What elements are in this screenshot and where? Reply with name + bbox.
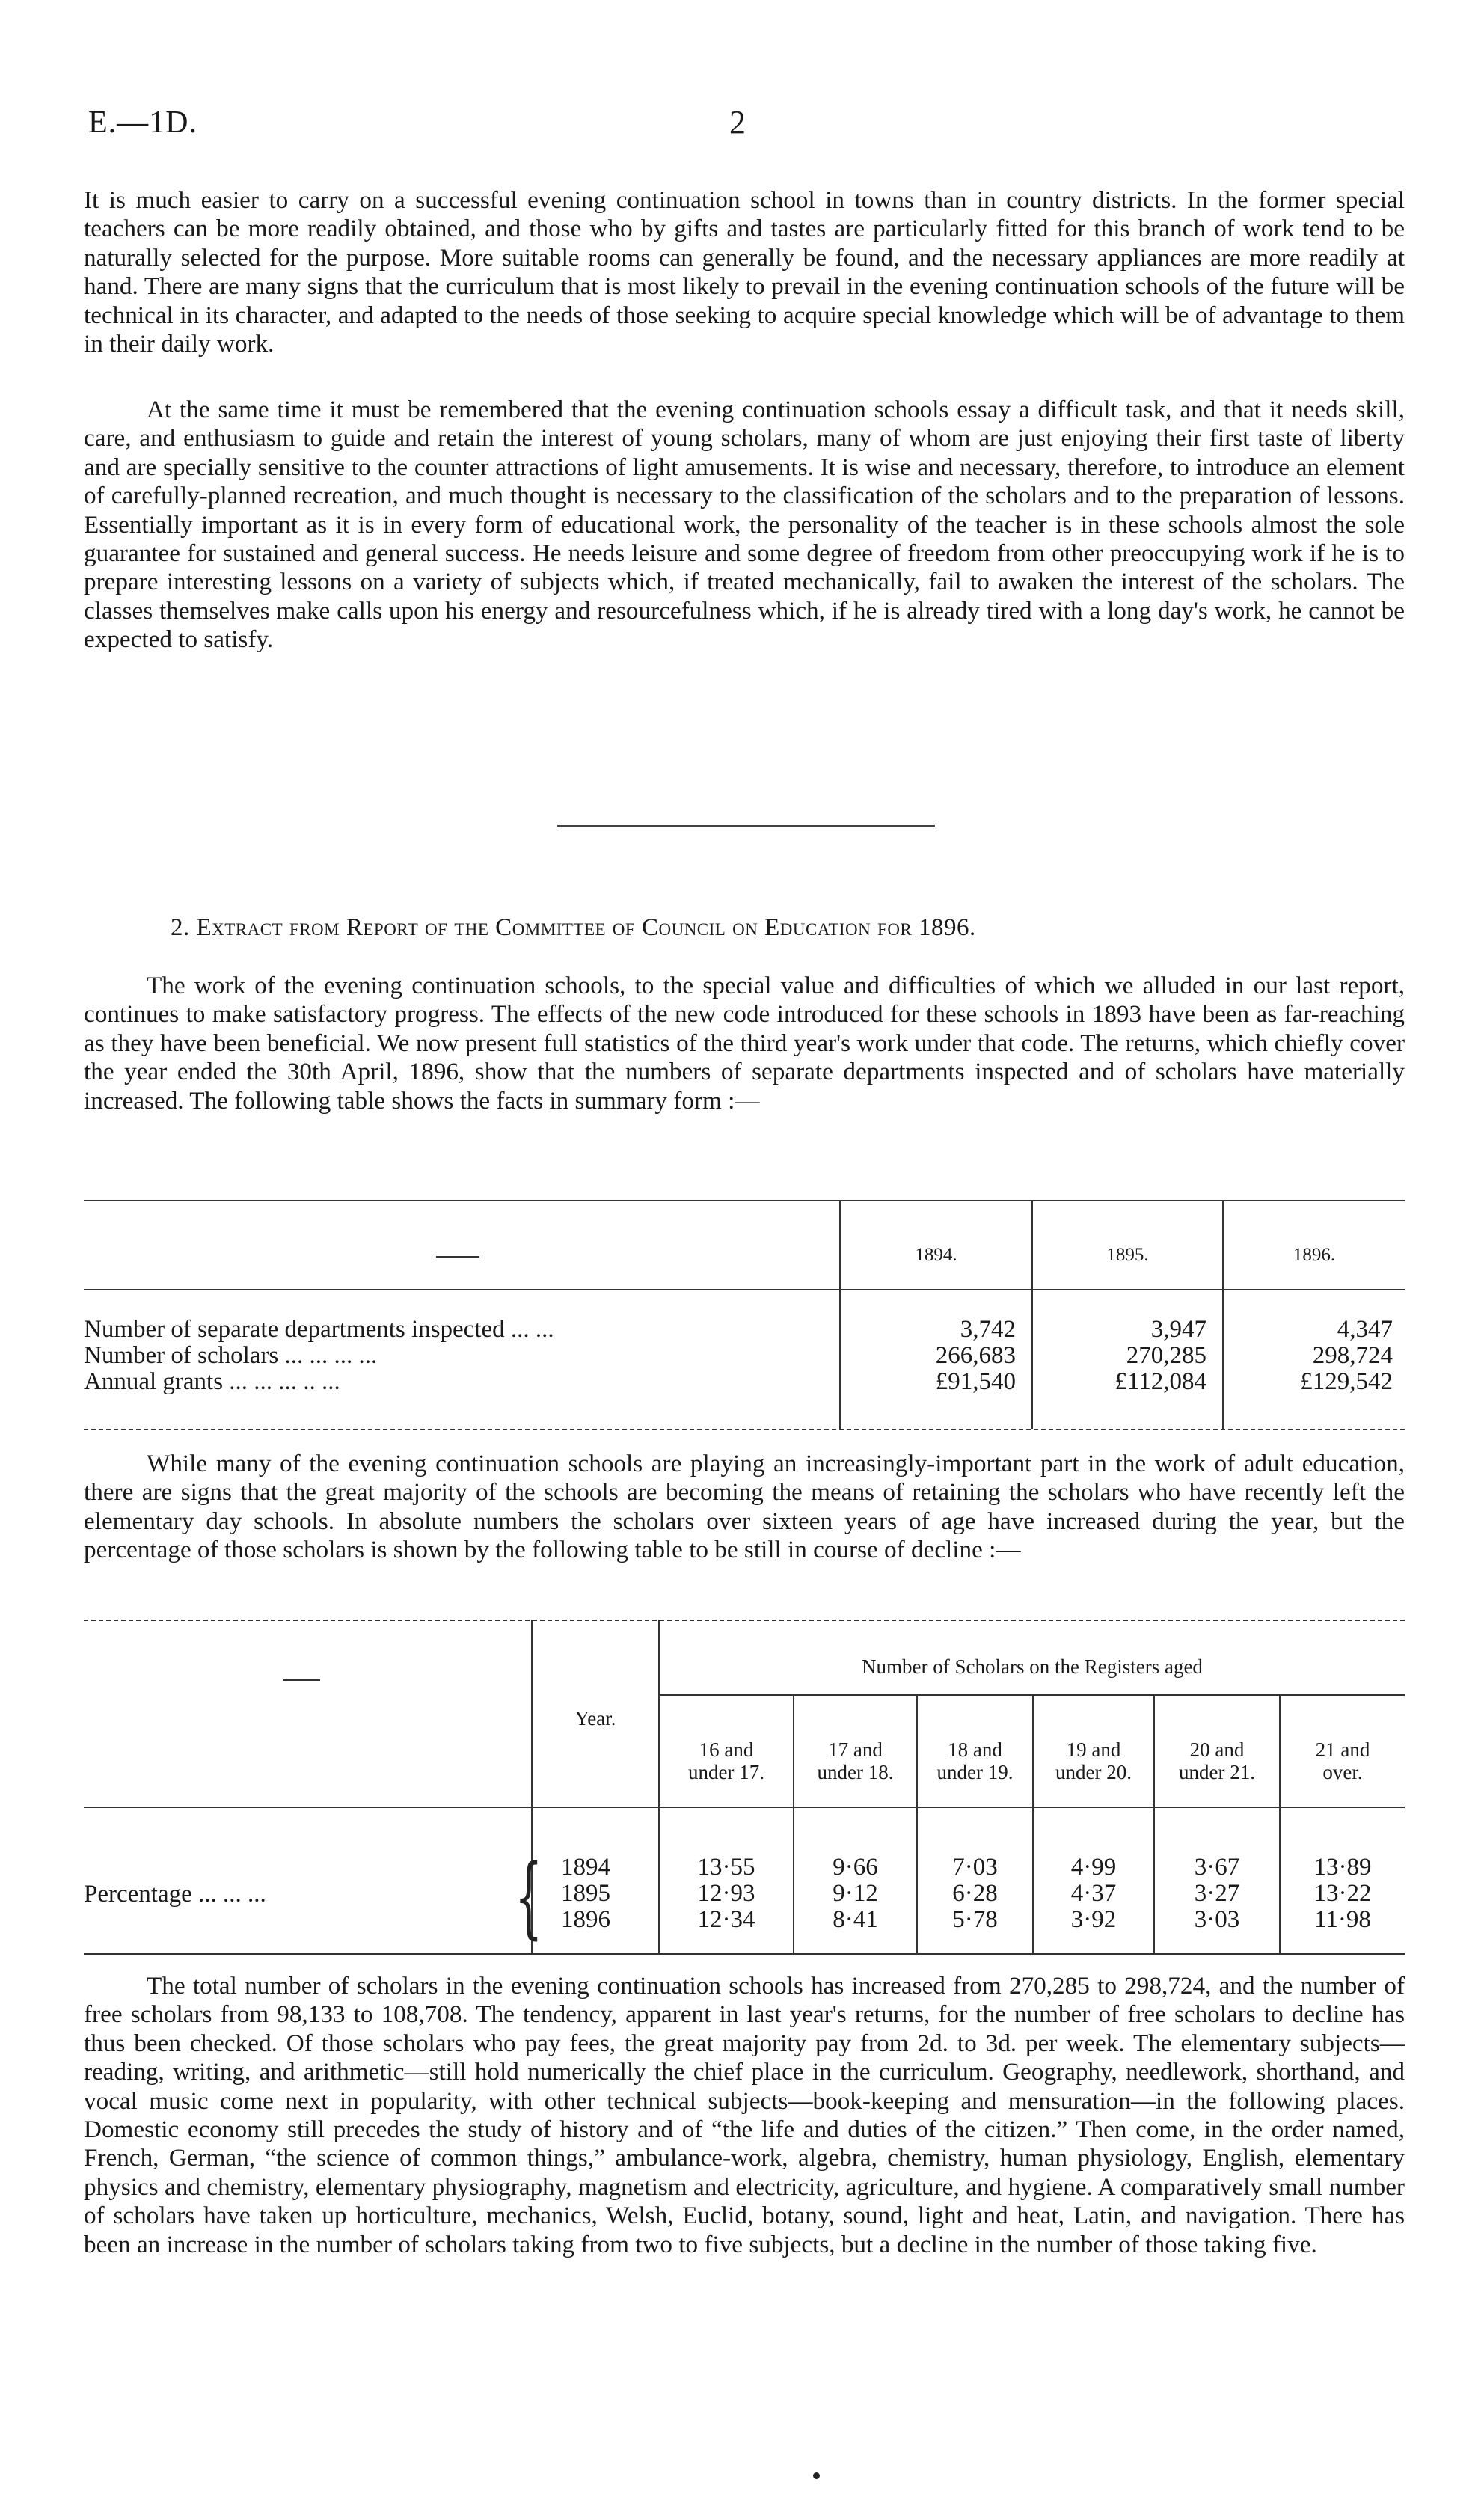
table2-year: 1895 bbox=[561, 1880, 610, 1907]
table2-cell: 5·78 bbox=[952, 1906, 998, 1933]
table1-header-rule bbox=[84, 1289, 1405, 1290]
table1-year-header: 1896. bbox=[1293, 1245, 1336, 1265]
table1-row-label: Number of separate departments inspected ... ... bbox=[84, 1316, 554, 1343]
table2-col-header: 21 and over. bbox=[1315, 1739, 1370, 1783]
table2-cell: 3·92 bbox=[1070, 1906, 1117, 1933]
page-number: 2 bbox=[729, 104, 746, 141]
table2-cell: 12·93 bbox=[697, 1880, 755, 1907]
table1-year-header: 1895. bbox=[1106, 1245, 1149, 1265]
table2-col-header: 20 and under 21. bbox=[1179, 1739, 1255, 1783]
table1-cell: 266,683 bbox=[935, 1342, 1016, 1369]
table1-cell: 3,742 bbox=[960, 1316, 1016, 1343]
table1-col-divider bbox=[839, 1200, 841, 1429]
table2-blank-header-dash bbox=[283, 1679, 320, 1681]
section-paragraph-1: The work of the evening continuation schools, to the special value and difficulties of which we alluded in our last report, continues to make satisfactory progress. The effects of the new code introduced for these schools in 1893 have been as far-reaching as they have been beneficial. We now present full statistics of the third year's work under that code. The returns, which chiefly cover the year ended the 30th April, 1896, show that the numbers of separate departments inspected and of scholars have materially increased. The following table shows the facts in summary form :— bbox=[84, 972, 1405, 1115]
table1-row-label: Number of scholars ... ... ... ... bbox=[84, 1342, 378, 1369]
page-mark-icon bbox=[813, 2472, 820, 2479]
table2-cell: 3·27 bbox=[1194, 1880, 1240, 1907]
table2-cell: 9·12 bbox=[833, 1880, 878, 1907]
table2-cell: 4·99 bbox=[1070, 1854, 1117, 1881]
table2-cell: 13·55 bbox=[697, 1854, 755, 1881]
brace-icon: { bbox=[515, 1845, 543, 1948]
table2-cell: 4·37 bbox=[1070, 1880, 1117, 1907]
table2-cell: 8·41 bbox=[833, 1906, 878, 1933]
table2-cell: 13·22 bbox=[1313, 1880, 1372, 1907]
table1-cell: 270,285 bbox=[1126, 1342, 1206, 1369]
table2-group-rule bbox=[658, 1694, 1405, 1696]
table2-header-rule bbox=[84, 1807, 1405, 1808]
table1-top-rule bbox=[84, 1200, 1405, 1201]
table2-col-header: 18 and under 19. bbox=[936, 1739, 1014, 1783]
intro-paragraph-2: At the same time it must be remembered that the evening continuation schools essay a difficult task, and that it needs skill, care, and enthusiasm to guide and retain the interest of young scholars, many of whom are just enjoying their first taste of liberty and are specially sensitive to the counter attractions of light amusements. It is wise and necessary, therefore, to introduce an element of carefully-planned recreation, and much thought is necessary to the classification of the scholars and to the preparation of lessons. Essentially important as it is in every form of educational work, the personality of the teacher is in these schools almost the sole guarantee for sustained and general success. He needs leisure and some degree of freedom from other preoccupying work if he is to prepare interesting lessons on a variety of subjects which, if treated mechanically, fail to awaken the interest of the scholars. The classes themselves make calls upon his energy and resourcefulness which, if he is already tired with a long day's work, he cannot be expected to satisfy. bbox=[84, 396, 1405, 654]
table1-row-label: Annual grants ... ... ... .. ... bbox=[84, 1368, 340, 1395]
table2-cell: 6·28 bbox=[952, 1880, 998, 1907]
table2-col-header: 16 and under 17. bbox=[688, 1739, 764, 1783]
table2-col-header: 17 and under 18. bbox=[817, 1739, 894, 1783]
table1-cell: 298,724 bbox=[1312, 1342, 1393, 1369]
table2-cell: 9·66 bbox=[833, 1854, 878, 1881]
table1-year-header: 1894. bbox=[915, 1245, 957, 1265]
section-paragraph-3: The total number of scholars in the evening continuation schools has increased from 270,285 to 298,724, and the number of free scholars from 98,133 to 108,708. The tendency, apparent in last year's returns, for the number of free scholars to decline has thus been checked. Of those scholars who pay fees, the great majority pay from 2d. to 3d. per week. The elementary subjects—reading, writing, and arithmetic—still hold numerically the chief place in the curriculum. Geography, needlework, shorthand, and vocal music come next in popularity, with other technical subjects—book-keeping and mensuration—in the following places. Domestic economy still precedes the study of history and of “the life and duties of the citizen.” Then come, in the order named, French, German, “the science of common things,” ambulance-work, algebra, chemistry, human physiology, English, elementary physics and chemistry, elementary physiography, magnetism and electricity, agriculture, and hygiene. A comparatively small number of scholars have taken up horticulture, mechanics, Welsh, Euclid, botany, sound, light and heat, Latin, and navigation. There has been an increase in the number of scholars taking from two to five subjects, but a decline in the number of those taking five. bbox=[84, 1972, 1405, 2258]
table1-col-divider bbox=[1031, 1200, 1033, 1429]
table1-col-divider bbox=[1222, 1200, 1224, 1429]
table2-col-header: 19 and under 20. bbox=[1055, 1739, 1132, 1783]
section-divider bbox=[557, 825, 935, 827]
table2-year: 1896 bbox=[561, 1906, 610, 1933]
table1-bottom-rule bbox=[84, 1429, 1405, 1430]
table2-row-label: Percentage ... ... ... bbox=[84, 1881, 266, 1908]
table2-year-header: Year. bbox=[574, 1707, 616, 1730]
table2-bottom-rule bbox=[84, 1953, 1405, 1955]
table2-cell: 3·03 bbox=[1194, 1906, 1240, 1933]
table1-cell: £112,084 bbox=[1114, 1368, 1206, 1395]
table1-blank-header-dash bbox=[436, 1256, 479, 1258]
table1-cell: £129,542 bbox=[1300, 1368, 1393, 1395]
table2-cell: 13·89 bbox=[1313, 1854, 1372, 1881]
table2-cell: 12·34 bbox=[697, 1906, 755, 1933]
section-heading: 2. Extract from Report of the Committee of Council on Education for 1896. bbox=[171, 914, 976, 941]
section-paragraph-2: While many of the evening continuation schools are playing an increasingly-important part in the work of adult education, there are signs that the great majority of the schools are becoming the means of retaining the scholars who have recently left the elementary day schools. In absolute numbers the scholars over sixteen years of age have increased during the year, but the percentage of those scholars is shown by the following table to be still in course of decline :— bbox=[84, 1450, 1405, 1564]
table2-cell: 7·03 bbox=[952, 1854, 998, 1881]
table2-year: 1894 bbox=[561, 1854, 610, 1881]
table2-top-rule bbox=[84, 1620, 1405, 1621]
table1-cell: 3,947 bbox=[1150, 1316, 1206, 1343]
table1-cell: 4,347 bbox=[1337, 1316, 1393, 1343]
document-reference: E.—1D. bbox=[88, 105, 197, 140]
table1-cell: £91,540 bbox=[935, 1368, 1016, 1395]
table2-cell: 11·98 bbox=[1314, 1906, 1371, 1933]
intro-paragraph-1: It is much easier to carry on a successful evening continuation school in towns than in country districts. In the former special teachers can be more readily obtained, and those who by gifts and tastes are particularly fitted for this branch of work tend to be naturally selected for the purpose. More suitable rooms can generally be found, and the necessary appliances are more readily at hand. There are many signs that the curriculum that is most likely to prevail in the evening continuation schools of the future will be technical in its character, and adapted to the needs of those seeking to acquire special knowledge which will be of advantage to them in their daily work. bbox=[84, 186, 1405, 358]
table2-cell: 3·67 bbox=[1194, 1854, 1240, 1881]
table2-group-header: Number of Scholars on the Registers aged bbox=[862, 1655, 1203, 1678]
